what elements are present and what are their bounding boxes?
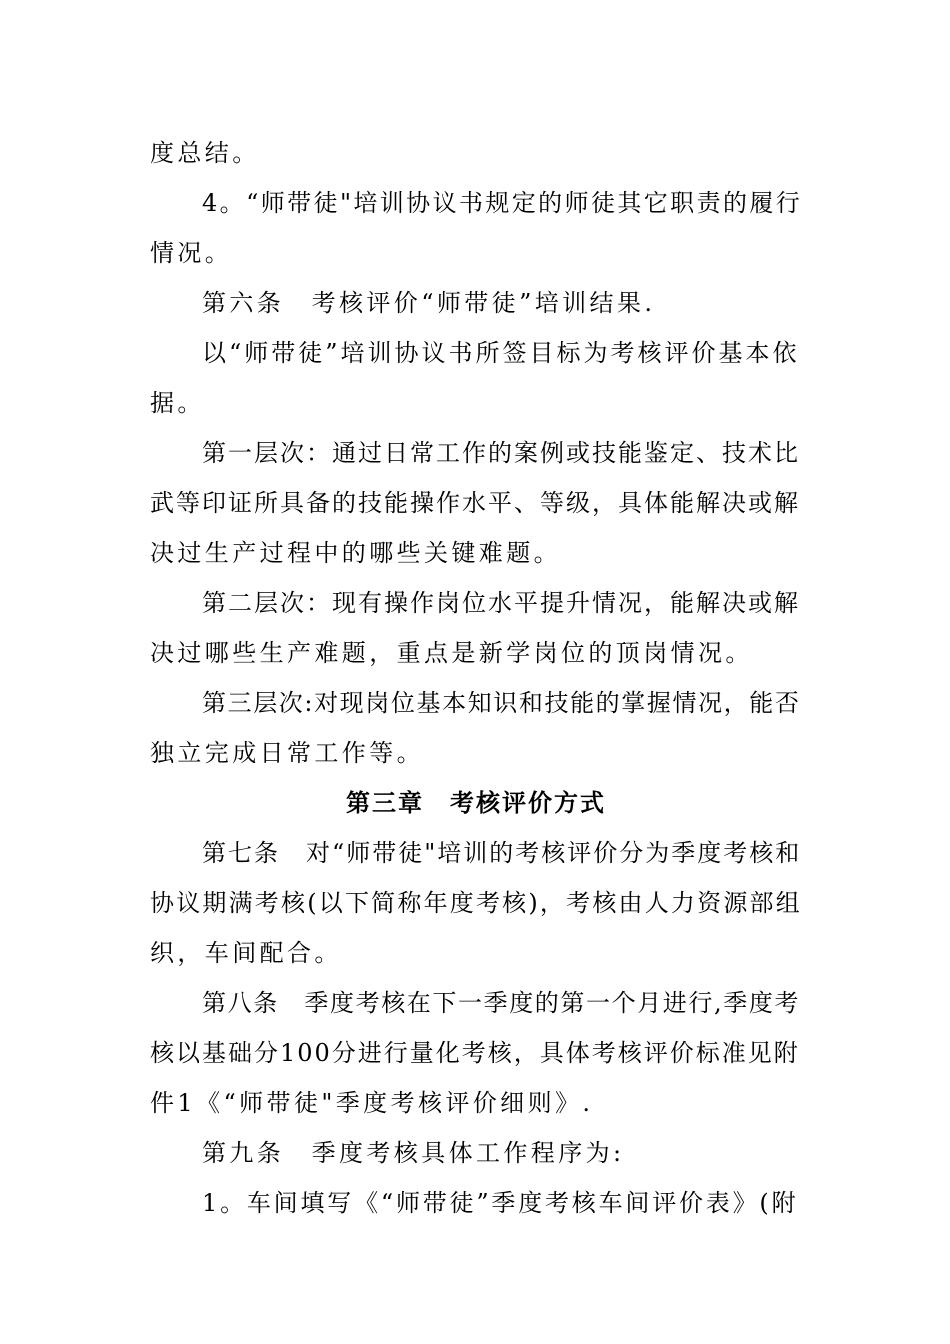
text-line: 4。“师带徒"培训协议书规定的师徒其它职责的履行 <box>202 189 803 217</box>
text-line: 武等印证所具备的技能操作水平、等级，具体能解决或解 <box>150 489 800 517</box>
text-line: 第三层次:对现岗位基本知识和技能的掌握情况，能否 <box>202 689 801 717</box>
document-page <box>150 128 802 1228</box>
text-line: 据。 <box>150 389 205 417</box>
text-line: 第二层次：现有操作岗位水平提升情况，能解决或解 <box>202 589 800 617</box>
article-9-heading: 第九条 季度考核具体工作程序为: <box>202 1139 625 1167</box>
article-6-heading: 第六条 考核评价“师带徒”培训结果. <box>202 289 656 317</box>
text-line: 以“师带徒”培训协议书所签目标为考核评价基本依 <box>202 339 800 367</box>
text-line: 协议期满考核(以下简称年度考核)，考核由人力资源部组 <box>150 889 802 917</box>
text-line: 1。车间填写《“师带徒”季度考核车间评价表》(附 <box>202 1189 799 1217</box>
text-line: 织，车间配合。 <box>150 939 342 967</box>
chapter-3-heading: 第三章 考核评价方式 <box>346 788 606 817</box>
text-line: 件1《“师带徒"季度考核评价细则》. <box>150 1089 594 1117</box>
text-line: 独立完成日常工作等。 <box>150 739 424 767</box>
text-line: 决过哪些生产难题，重点是新学岗位的顶岗情况。 <box>150 639 753 667</box>
text-line: 第一层次：通过日常工作的案例或技能鉴定、技术比 <box>202 439 800 467</box>
text-line: 决过生产过程中的哪些关键难题。 <box>150 539 561 567</box>
text-line: 核以基础分100分进行量化考核，具体考核评价标准见附 <box>150 1039 800 1067</box>
text-line: 第七条 对“师带徒"培训的考核评价分为季度考核和 <box>202 839 802 867</box>
text-line: 度总结。 <box>150 139 260 167</box>
text-line: 第八条 季度考核在下一季度的第一个月进行,季度考 <box>202 989 801 1017</box>
text-line: 情况。 <box>150 239 233 267</box>
